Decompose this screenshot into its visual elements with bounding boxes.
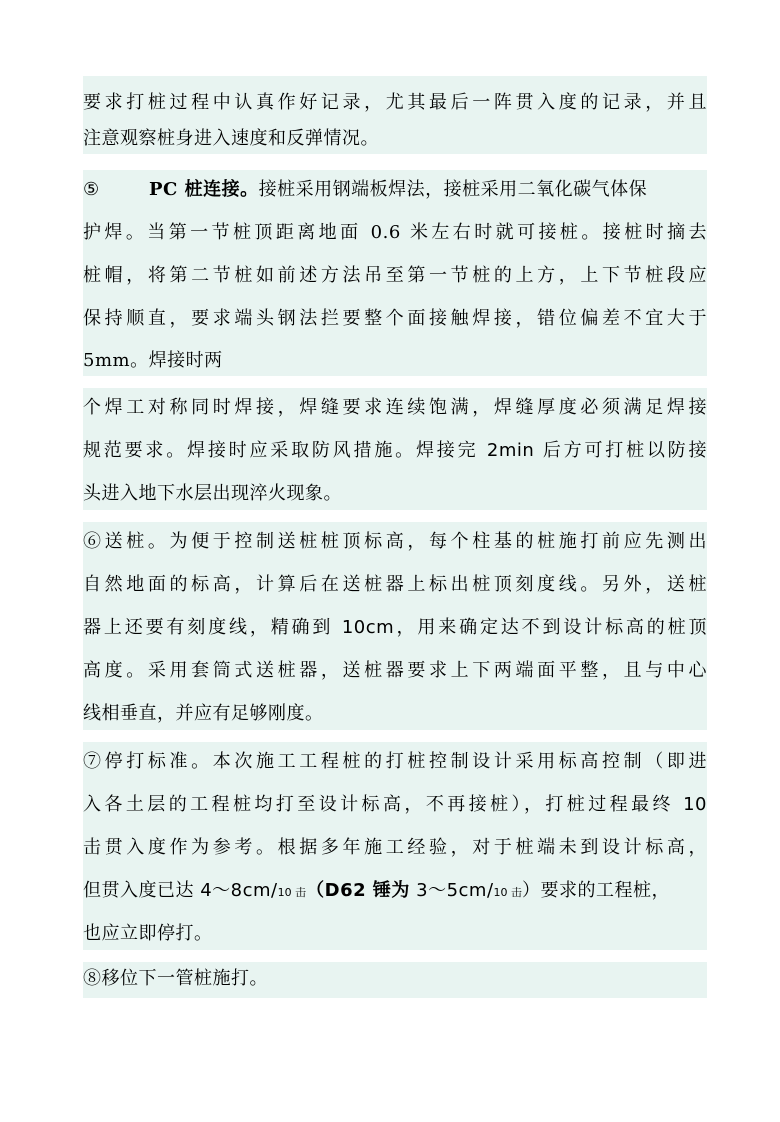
paragraph-4-line-4: 高度。采用套筒式送桩器，送桩器要求上下两端面平整，且与中心 [83,660,707,681]
paragraph-5-line-4-part-b: （D62 锤为 [306,880,410,901]
paragraph-4-line-2: 自然地面的标高，计算后在送桩器上标出桩顶刻度线。另外，送桩 [83,574,707,595]
paragraph-4-line-3: 器上还要有刻度线，精确到 10cm，用来确定达不到设计标高的桩顶 [83,617,707,638]
paragraph-5-line-1: ⑦停打标准。本次施工工程桩的打桩控制设计采用标高控制（即进 [83,751,707,772]
paragraph-3-line-1: 个焊工对称同时焊接，焊缝要求连续饱满，焊缝厚度必须满足焊接 [83,397,707,418]
unit-subscript-1: 10 击 [277,886,307,899]
paragraph-2-line-4: 保持顺直，要求端头钢法拦要整个面接触焊接，错位偏差不宜大于 [83,308,707,329]
paragraph-1-line-1: 要求打桩过程中认真作好记录，尤其最后一阵贯入度的记录，并且 [83,92,707,113]
paragraph-5 [83,742,707,950]
paragraph-5-line-2: 入各土层的工程桩均打至设计标高，不再接桩），打桩过程最终 10 [83,794,707,815]
paragraph-6 [83,962,707,998]
paragraph-5-line-3: 击贯入度作为参考。根据多年施工经验，对于桩端未到设计标高， [83,837,707,858]
paragraph-2-line-1-rest: 接桩采用钢端板焊法，接桩采用二氧化碳气体保 [258,179,648,200]
paragraph-3-line-3: 头进入地下水层出现淬火现象。 [83,483,342,504]
paragraph-6-line-1: ⑧移位下一管桩施打。 [83,968,268,989]
paragraph-5-line-4 [83,878,707,906]
paragraph-3 [83,388,707,510]
paragraph-2-heading: PC 桩连接。 [149,179,259,200]
paragraph-5-line-4-part-a: 但贯入度已达 4～8cm/ [83,880,278,901]
paragraph-5-line-5: 也应立即停打。 [83,923,213,944]
paragraph-5-line-4-part-c: 3～5cm/ [409,880,494,901]
paragraph-2-marker: ⑤ [83,179,100,200]
paragraph-4 [83,522,707,730]
paragraph-2-line-5: 5mm。焊接时两 [83,350,223,371]
paragraph-2 [83,170,707,376]
paragraph-4-line-5: 线相垂直，并应有足够刚度。 [83,703,324,724]
paragraph-5-line-4-part-d: ）要求的工程桩， [522,880,671,901]
paragraph-2-line-3: 桩帽，将第二节桩如前述方法吊至第一节桩的上方，上下节桩段应 [83,265,707,286]
paragraph-2-line-2: 护焊。当第一节桩顶距离地面 0.6 米左右时就可接桩。接桩时摘去 [83,222,707,243]
paragraph-1 [83,76,707,154]
paragraph-4-line-1: ⑥送桩。为便于控制送桩桩顶标高，每个柱基的桩施打前应先测出 [83,531,707,552]
paragraph-2-line-1 [83,177,707,203]
paragraph-1-line-2: 注意观察桩身进入速度和反弹情况。 [83,128,379,149]
unit-subscript-2: 10 击 [493,886,523,899]
paragraph-3-line-2: 规范要求。焊接时应采取防风措施。焊接完 2min 后方可打桩以防接 [83,440,707,461]
